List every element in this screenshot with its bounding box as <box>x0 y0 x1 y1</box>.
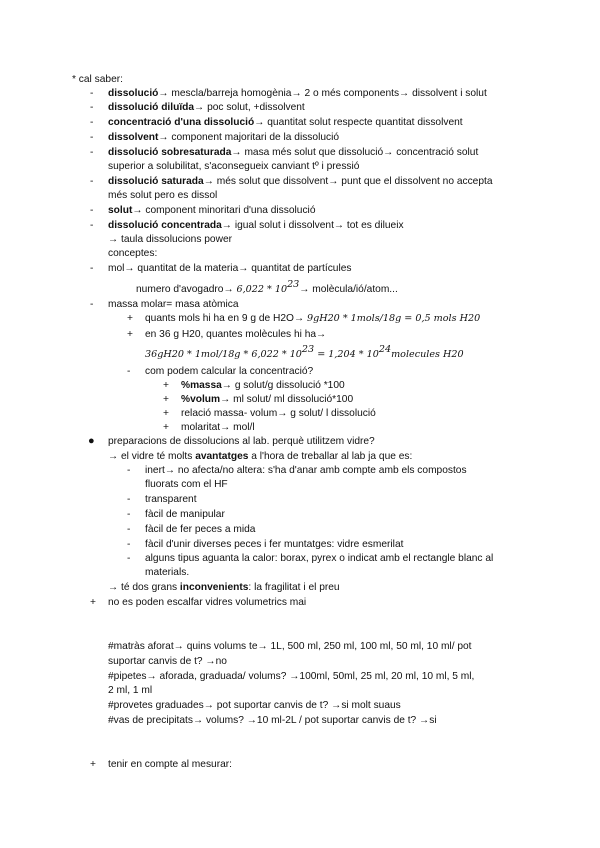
advantage-continuation: materials. <box>145 567 190 578</box>
dash-bullet: - <box>127 465 131 476</box>
definition-item: dissolució concentrada→ igual solut i dissolvent→ tot es dilueix <box>108 220 404 231</box>
dash-bullet: - <box>90 147 94 158</box>
dash-bullet: - <box>127 524 131 535</box>
formula-item: %volum→ ml solut/ ml dissolució*100 <box>181 394 354 405</box>
formula-item: relació massa- volum→ g solut/ l dissolució <box>181 408 376 419</box>
dash-bullet: - <box>90 263 94 274</box>
definition-item: solut→ component minoritari d'una dissolució <box>108 205 316 216</box>
dash-bullet: - <box>127 509 131 520</box>
preparacions-question: preparacions de dissolucions al lab. perquè utilitzem vidre? <box>108 436 375 447</box>
dash-bullet: - <box>127 553 131 564</box>
definition-continuation: superior a solubilitat, s'aconsegueix canviant tº i pressió <box>108 161 360 172</box>
advantage-item: fàcil de manipular <box>145 509 225 520</box>
plus-bullet: + <box>90 597 96 608</box>
dash-bullet: - <box>127 366 131 377</box>
hashtag-line: #matràs aforat→ quins volums te→ 1L, 500 ml, 250 ml, 100 ml, 50 ml, 10 ml/ pot <box>108 641 472 652</box>
dot-bullet: ● <box>88 435 95 447</box>
advantage-item: fàcil d'unir diverses peces i fer muntatges: vidre esmerilat <box>145 539 404 550</box>
header-text: * cal saber: <box>72 74 123 85</box>
formula-item: molaritat→ mol/l <box>181 422 255 433</box>
definition-continuation: més solut pero es dissol <box>108 190 218 201</box>
example-calculation-2: $36gH20 * 1mol/18g * 6,022 * 10^{23} = 1,204$ * $10^{24}molecules$ H20 <box>145 344 464 360</box>
hashtag-line: #vas de precipitats→ volums? →10 ml-2L / pot suportar canvis de t? →si <box>108 715 437 726</box>
plus-bullet: + <box>90 759 96 770</box>
dash-bullet: - <box>90 132 94 143</box>
advantage-item: inert→ no afecta/no altera: s'ha d'anar amb compte amb els compostos <box>145 465 467 476</box>
taula-link-line: → taula dissolucions power <box>108 234 233 245</box>
definition-item: dissolució→ mescla/barreja homogènia→ 2 o més components→ dissolvent i solut <box>108 88 487 99</box>
definition-item: dissolució diluïda→ poc solut, +dissolvent <box>108 102 305 113</box>
definition-item: dissolució sobresaturada→ masa més solut que dissolució→ concentració solut <box>108 147 479 158</box>
dash-bullet: - <box>127 539 131 550</box>
plus-bullet: + <box>163 394 169 405</box>
final-line: tenir en compte al mesurar: <box>108 759 233 770</box>
definition-item: dissolució saturada→ més solut que dissolvent→ punt que el dissolvent no accepta <box>108 176 493 187</box>
plus-bullet: + <box>163 422 169 433</box>
advantages-line: → el vidre té molts avantatges a l'hora de treballar al lab ja que es: <box>108 451 413 462</box>
formula-item: %massa→ g solut/g dissolució *100 <box>181 380 345 391</box>
dash-bullet: - <box>90 88 94 99</box>
avogadro-line: numero d'avogadro→ $6,022 * 10^{23}\to$ molècula/ió/atom... <box>136 279 398 295</box>
dash-bullet: - <box>90 220 94 231</box>
conceptes-label: conceptes: <box>108 248 158 259</box>
mol-line: mol→ quantitat de la materia→ quantitat de partícules <box>108 263 352 274</box>
example-question-1: quants mols hi ha en 9 g de H2O→ 9gH20 * 1mols/18g = 0,5 mols H20 <box>145 313 481 324</box>
definition-item: concentració d'una dissolució→ quantitat solut respecte quantitat dissolvent <box>108 117 463 128</box>
dash-bullet: - <box>90 102 94 113</box>
dash-bullet: - <box>127 494 131 505</box>
concentration-question: com podem calcular la concentració? <box>145 366 314 377</box>
definition-item: dissolvent→ component majoritari de la dissolució <box>108 132 340 143</box>
hashtag-line: 2 ml, 1 ml <box>108 685 153 696</box>
plus-bullet: + <box>127 313 133 324</box>
dash-bullet: - <box>90 205 94 216</box>
advantage-item: fàcil de fer peces a mida <box>145 524 256 535</box>
advantage-continuation: fluorats com el HF <box>145 479 228 490</box>
hashtag-line: #provetes graduades→ pot suportar canvis de t? →si molt suaus <box>108 700 401 711</box>
plus-bullet: + <box>163 380 169 391</box>
example-question-2: en 36 g H20, quantes molècules hi ha→ <box>145 329 327 340</box>
dash-bullet: - <box>90 176 94 187</box>
advantage-item: alguns tipus aguanta la calor: borax, pyrex o indicat amb el rectangle blanc al <box>145 553 494 564</box>
plus-bullet: + <box>163 408 169 419</box>
massa-molar-line: massa molar= masa atòmica <box>108 299 239 310</box>
no-escalfar-line: no es poden escalfar vidres volumetrics mai <box>108 597 307 608</box>
plus-bullet: + <box>127 329 133 340</box>
dash-bullet: - <box>90 299 94 310</box>
hashtag-line: suportar canvis de t? →no <box>108 656 227 667</box>
advantage-item: transparent <box>145 494 197 505</box>
hashtag-line: #pipetes→ aforada, graduada/ volums? →100ml, 50ml, 25 ml, 20 ml, 10 ml, 5 ml, <box>108 671 475 682</box>
dash-bullet: - <box>90 117 94 128</box>
inconvenients-line: → té dos grans inconvenients: la fragilitat i el preu <box>108 582 340 593</box>
